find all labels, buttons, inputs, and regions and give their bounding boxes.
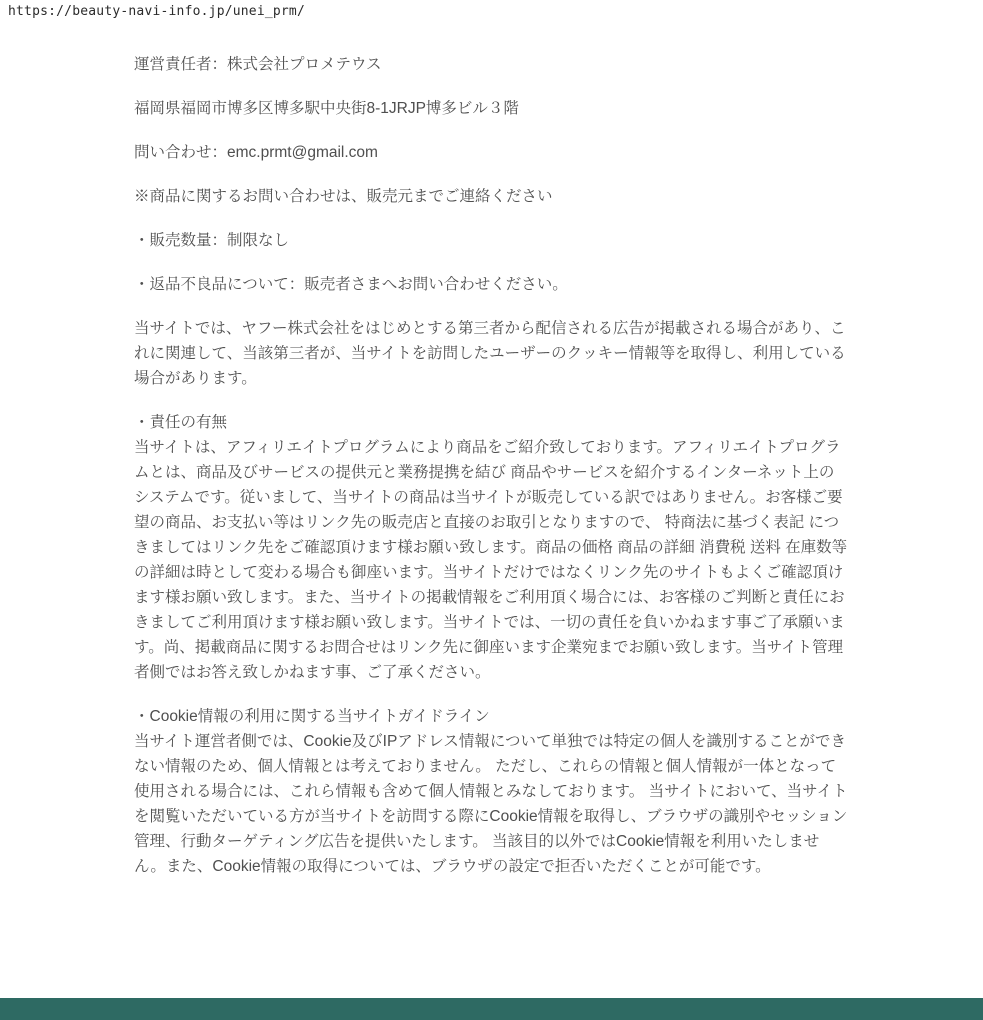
legal-content-body [134,0,849,879]
paragraph-1: 運営責任者：株式会社プロメテウス [134,56,382,73]
paragraph-5: ・販売数量：制限なし [134,232,290,249]
paragraph-9: ・Cookie情報の利用に関する当サイトガイドライン 当サイト運営者側では、Cookie及びIPアドレス情報について単独では特定の個人を識別することができない情報のため、個人情報とは考えておりません。 ただし、これらの情報と個人情報が一体となって使用される場合には、これら情報も含めて個人情報とみなしております。 当サイトにおいて、当サイトを閲覧いただいている方が当サイトを訪問する際にCookie情報を取得し、ブラウザの識別やセッション管理、行動ターゲティング広告を提供いたします。 当該目的以外ではCookie情報を利用いたしません。また、Cookie情報の取得については、ブラウザの設定で拒否いただくことが可能です。 [134,708,848,875]
paragraph-2: 福岡県福岡市博多区博多駅中央街8-1JRJP博多ビル３階 [134,100,519,117]
paragraph-8: ・責任の有無 当サイトは、アフィリエイトプログラムにより商品をご紹介致しております。アフィリエイトプログラムとは、商品及びサービスの提供元と業務提携を結び 商品やサービスを紹介するインターネット上のシステムです。従いまして、当サイトの商品は当サイトが販売している訳ではありません。お客様ご要望の商品、お支払い等はリンク先の販売店と直接のお取引となりますので、 特商法に基づく表記 につきましてはリンク先をご確認頂けます様お願い致します。商品の価格 商品の詳細 消費税 送料 在庫数等の詳細は時として変わる場合も御座います。当サイトだけではなくリンク先のサイトもよくご確認頂けます様お願い致します。また、当サイトの掲載情報をご利用頂く場合には、お客様のご判断と責任におきましてご利用頂けます様お願い致します。当サイトでは、一切の責任を負いかねます事ご了承願います。尚、掲載商品に関するお問合せはリンク先に御座います企業宛までお願い致します。当サイト管理者側ではお答え致しかねます事、ご了承ください。 [134,414,848,681]
paragraph-7: 当サイトでは、ヤフー株式会社をはじめとする第三者から配信される広告が掲載される場合があり、これに関連して、当該第三者が、当サイトを訪問したユーザーのクッキー情報等を取得し、利用している場合があります。 [134,320,846,387]
paragraph-4: ※商品に関するお問い合わせは、販売元までご連絡ください [134,188,553,205]
paragraph-3: 問い合わせ：emc.prmt@gmail.com [134,144,378,161]
paragraph-6: ・返品不良品について：販売者さまへお問い合わせください。 [134,276,568,293]
page-url-text: https://beauty-navi-info.jp/unei_prm/ [8,4,305,19]
footer-bar [0,998,983,1020]
